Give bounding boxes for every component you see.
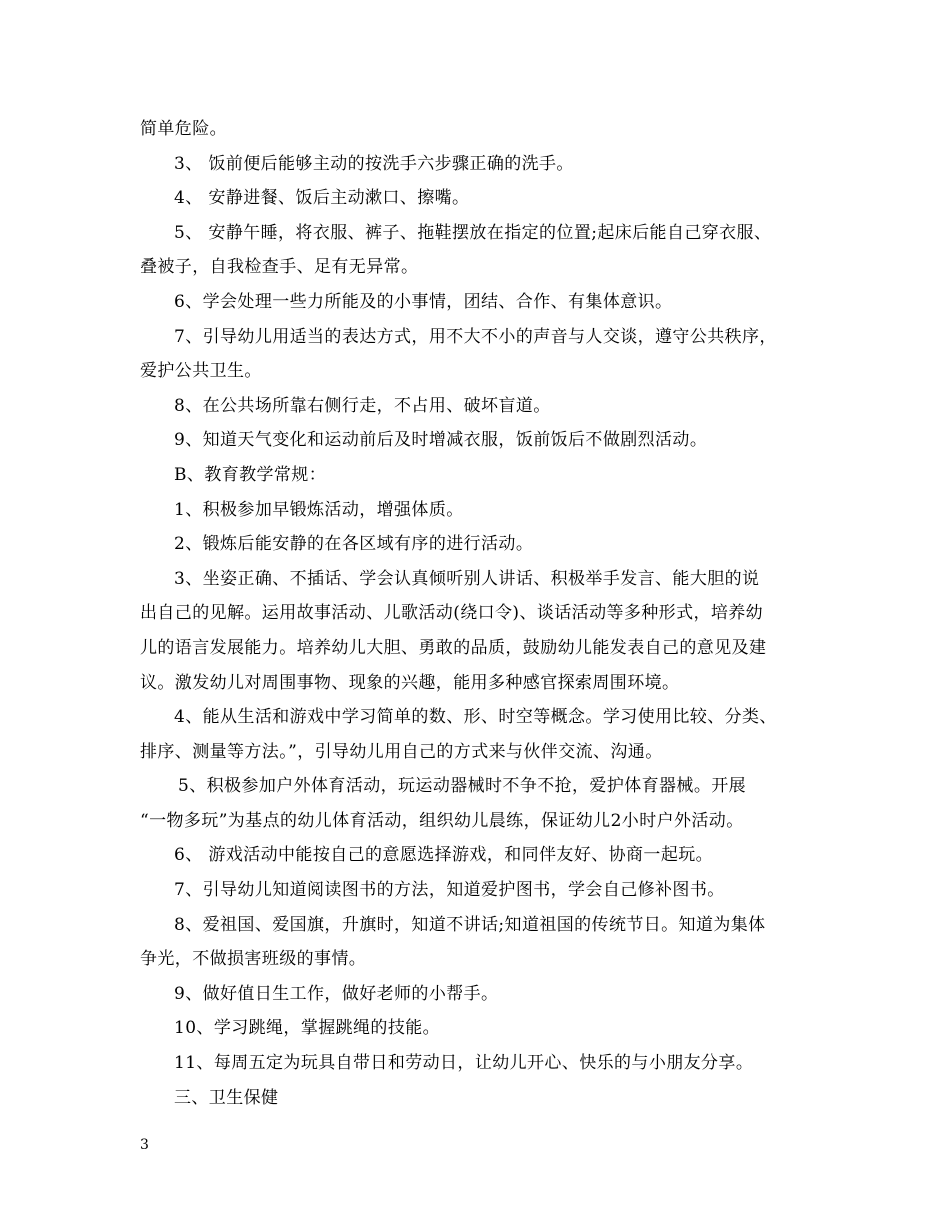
text-line: 8、爱祖国、爱国旗，升旗时，知道不讲话;知道祖国的传统节日。知道为集体: [174, 914, 766, 935]
text-line: 2、锻炼后能安静的在各区域有序的进行活动。: [174, 534, 534, 555]
text-line: 5、 安静午睡，将衣服、裤子、拖鞋摆放在指定的位置;起床后能自己穿衣服、: [174, 222, 772, 243]
text-line: 争光，不做损害班级的事情。: [140, 949, 367, 970]
text-line: 出自己的见解。运用故事活动、儿歌活动(绕口令)、谈话活动等多种形式，培养幼: [140, 603, 764, 624]
text-line: 6、学会处理一些力所能及的小事情，团结、合作、有集体意识。: [174, 291, 673, 312]
text-line: 11、每周五定为玩具自带日和劳动日，让幼儿开心、快乐的与小朋友分享。: [174, 1053, 754, 1074]
text-line: 爱护公共卫生。: [140, 361, 262, 382]
text-line: 9、知道天气变化和运动前后及时增减衣服，饭前饭后不做剧烈活动。: [174, 430, 708, 451]
text-line: 4、 安静进餐、饭后主动漱口、擦嘴。: [174, 188, 470, 209]
text-line: 叠被子，自我检查手、足有无异常。: [140, 257, 419, 278]
text-line: 9、做好值日生工作，做好老师的小帮手。: [174, 983, 499, 1004]
text-line: 7、引导幼儿知道阅读图书的方法，知道爱护图书，学会自己修补图书。: [174, 880, 725, 901]
text-line: 3、坐姿正确、不插话、学会认真倾听别人讲话、积极举手发言、能大胆的说: [174, 568, 760, 589]
text-line: 4、能从生活和游戏中学习简单的数、形、时空等概念。学习使用比较、分类、: [174, 707, 777, 728]
text-line: 7、引导幼儿用适当的表达方式，用不大不小的声音与人交谈，遵守公共秩序，: [174, 326, 777, 347]
text-line: 排序、测量等方法。”，引导幼儿用自己的方式来与伙伴交流、沟通。: [140, 741, 663, 762]
page-number: 3: [140, 1137, 149, 1153]
text-line: 3、 饭前便后能够主动的按洗手六步骤正确的洗手。: [174, 153, 574, 174]
text-line: 议。激发幼儿对周围事物、现象的兴趣，能用多种感官探索周围环境。: [140, 672, 680, 693]
text-line: 简单危险。: [140, 119, 227, 139]
text-line: 10、学习跳绳，掌握跳绳的技能。: [174, 1018, 441, 1039]
text-line: 5、积极参加户外体育活动，玩运动器械时不争不抢，爱护体育器械。开展: [178, 776, 747, 797]
text-line: 1、积极参加早锻炼活动，增强体质。: [174, 499, 464, 520]
text-line: “一物多玩”为基点的幼儿体育活动，组织幼儿晨练，保证幼儿2小时户外活动。: [140, 810, 744, 831]
text-line: 6、 游戏活动中能按自己的意愿选择游戏，和同伴友好、协商一起玩。: [174, 845, 714, 866]
text-line: 儿的语言发展能力。培养幼儿大胆、勇敢的品质，鼓励幼儿能发表自己的意见及建: [140, 637, 767, 658]
text-line: 8、在公共场所靠右侧行走，不占用、破坏盲道。: [174, 395, 551, 416]
text-line: B、教育教学常规：: [174, 464, 327, 485]
text-line: 三、卫生保健: [174, 1087, 279, 1108]
document-body: [140, 112, 820, 1115]
